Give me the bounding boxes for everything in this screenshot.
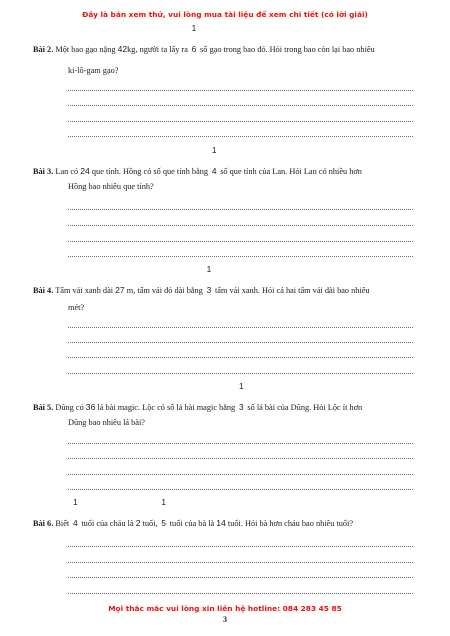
problem-value: 36 <box>85 402 96 412</box>
fraction-numerator: 1 <box>238 381 244 391</box>
answer-line <box>68 373 413 374</box>
problem-text: Tấm vải xanh dài <box>55 286 114 295</box>
problem-6-line-1 <box>33 497 354 528</box>
fraction <box>205 264 213 295</box>
problem-text: tấm vải xanh. Hỏi cả hai tấm vải dài bao nhiêu <box>214 286 370 295</box>
problem-text: số gạo trong bao đó. Hỏi trong bao còn lại bao nhiêu <box>200 45 375 54</box>
problem-label: Bài 3. <box>33 167 54 176</box>
answer-line <box>68 474 413 475</box>
answer-line <box>68 577 413 578</box>
hotline-notice: Mọi thắc mắc vui lòng xin liên hệ hotline: 084 283 45 85 <box>108 604 342 613</box>
problem-text: lá bài magic. Lộc có số lá bài magic bằng <box>97 403 236 412</box>
fraction-denominator: 3 <box>238 402 244 412</box>
problem-text: tuổi của bà là <box>169 519 215 528</box>
problem-label: Bài 6. <box>33 519 54 528</box>
problem-label: Bài 4. <box>33 286 54 295</box>
problem-text: tuổi, <box>142 519 158 528</box>
problem-value: 27 <box>115 285 125 295</box>
answer-line <box>68 256 413 257</box>
answer-line <box>68 443 413 444</box>
problem-value: 14 <box>216 518 226 528</box>
answer-line <box>68 136 413 137</box>
fraction <box>71 497 79 528</box>
answer-line <box>68 593 413 594</box>
problem-2-line-1 <box>33 23 375 54</box>
problem-text: que tính. Hồng có số que tính bằng <box>91 167 209 176</box>
problem-4-line-2: mét? <box>68 303 85 312</box>
answer-line <box>68 458 413 459</box>
answer-line <box>68 327 413 328</box>
fraction <box>210 145 218 176</box>
fraction-denominator: 3 <box>206 285 212 295</box>
page-number: 3 <box>223 615 227 624</box>
problem-value: 2 <box>135 518 141 528</box>
problem-label: Bài 2. <box>33 45 54 54</box>
problem-3-line-2: Hồng bao nhiêu que tính? <box>68 182 154 191</box>
answer-line <box>68 357 413 358</box>
problem-text: kg, người ta lấy ra <box>127 45 188 54</box>
answer-line <box>68 241 413 242</box>
fraction-denominator: 4 <box>211 166 217 176</box>
problem-label: Bài 5. <box>33 403 54 412</box>
problem-5-line-1 <box>33 381 363 412</box>
fraction <box>190 23 198 54</box>
fraction-denominator: 6 <box>191 44 197 54</box>
answer-line <box>68 90 413 91</box>
answer-line <box>68 105 413 106</box>
fraction-numerator: 1 <box>72 497 78 507</box>
problem-value: 42 <box>117 44 128 54</box>
problem-3-line-1 <box>33 145 362 176</box>
answer-line <box>68 121 413 122</box>
problem-4-line-1 <box>33 264 370 295</box>
preview-notice: Đây là bản xem thử, vui lòng mua tài liệu để xem chi tiết (có lời giải) <box>82 10 368 19</box>
fraction-numerator: 1 <box>206 264 212 274</box>
problem-2-line-2: ki-lô-gam gạo? <box>68 66 119 75</box>
answer-line <box>68 562 413 563</box>
answer-line <box>68 342 413 343</box>
problem-text: số que tính của Lan. Hỏi Lan có nhiều hơn <box>220 167 362 176</box>
fraction <box>160 497 168 528</box>
problem-text: Dũng có <box>55 403 84 412</box>
fraction-numerator: 1 <box>161 497 166 507</box>
answer-line <box>68 546 413 547</box>
fraction-denominator: 4 <box>72 518 78 528</box>
problem-text: m, tấm vải đỏ dài bằng <box>126 286 203 295</box>
problem-text: số lá bài của Dũng. Hỏi Lộc ít hơn <box>247 403 363 412</box>
problem-text: tuổi. Hỏi bà hơn cháu bao nhiêu tuổi? <box>227 519 354 528</box>
problem-text: Biết <box>55 519 70 528</box>
answer-line <box>68 489 413 490</box>
answer-line <box>68 225 413 226</box>
fraction-numerator: 1 <box>211 145 217 155</box>
problem-text: Lan có <box>55 167 79 176</box>
fraction-numerator: 1 <box>191 23 197 33</box>
problem-text: Một bao gạo nặng <box>55 45 116 54</box>
answer-line <box>68 209 413 210</box>
fraction-denominator: 5 <box>161 518 166 528</box>
problem-5-line-2: Dũng bao nhiêu lá bài? <box>68 418 145 427</box>
problem-text: tuổi của cháu là <box>81 519 134 528</box>
fraction <box>237 381 245 412</box>
problem-value: 24 <box>80 166 90 176</box>
